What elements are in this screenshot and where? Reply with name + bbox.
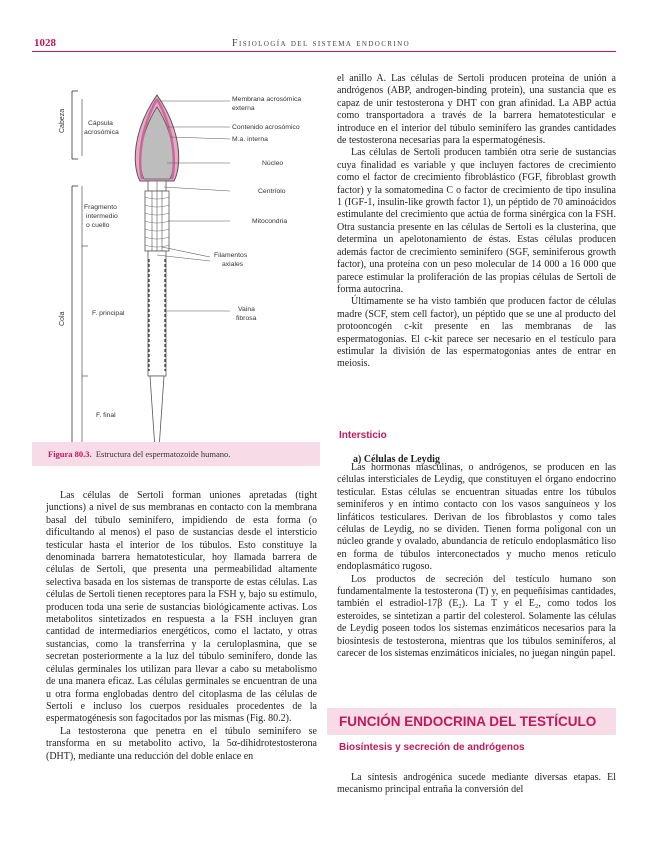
label-f-final: F. final xyxy=(96,412,116,419)
caption-text: Estructura del espermatozoide humano. xyxy=(95,449,231,459)
left-column xyxy=(46,490,317,763)
right-column-bottom xyxy=(337,772,616,797)
label-vaina: Vaina fibrosa xyxy=(236,306,257,322)
end-piece xyxy=(150,376,164,449)
figure-caption xyxy=(32,442,320,466)
paragraph: Las hormonas masculinas, o andrógenos, se producen en las células intersticiales de Leydig, que constituyen el órgano endocrino testicular. Estas células se encuentran situadas entre los túbulos seminíferos y en íntimo contacto con los vasos sanguíneos y los linfáticos testiculares. Derivan de los fibroblastos y como tales células de Leydig, no se dividen. Tienen forma poligonal con un núcleo grande y ovalado, abundancia de retículo endoplasmático liso en forma de túbulos interconectados y mucho menos retículo endoplasmático rugoso. xyxy=(337,462,616,573)
label-contenido: Contenido acrosómico xyxy=(232,124,300,131)
principal-piece xyxy=(148,251,166,376)
paragraph: el anillo A. Las células de Sertoli producen proteína de unión a andrógenos (ABP, androgen-binding protein), una sustancia que es capaz de unir testosterona y DHT con gran afinidad. La ABP actúa como transportadora a través de la barrera hematotesticular e introduce en el interior del túbulo seminífero las grandes cantidades de testosterona necesarias para la espermatogénesis. xyxy=(337,73,616,147)
label-capsula: Cápsula acrosómica xyxy=(84,120,119,136)
sperm-structure-figure xyxy=(32,58,320,468)
paragraph: Las células de Sertoli forman uniones apretadas (tight junctions) a nivel de sus membranas en contacto con la membrana basal del túbulo seminífero, impidiendo de esta forma (o dificultando al menos) el paso de sustancias desde el intersticio testicular hasta el interior de los túbulos. Esto constituye la denominada barrera hematotesticular, hoy llamada barrera de células de Sertoli, que presenta una permeabilidad altamente selectiva basada en los sistemas de transporte de estas células. Las células de Sertoli tienen receptores para la FSH y, bajo su estímulo, producen toda una serie de sustancias biológicamente activas. Los metabolitos sintetizados en respuesta a la FSH incluyen gran cantidad de intermediarios energéticos, como el lactato, y otras sustancias, como la transferrina y la ceruloplasmina, que se secretan posteriormente a la luz del túbulo seminífero, donde las células germinales los utilizan para llevar a cabo su metabolismo de una manera eficaz. Las células germinales se encuentran de una u otra forma englobadas dentro del citoplasma de las células de Sertoli e incluso los cuerpos residuales procedentes de la espermatogénesis son fagocitados por las mismas (Fig. 80.2). xyxy=(46,490,317,725)
right-column-top xyxy=(337,73,616,371)
label-mitocondria: Mitocondria xyxy=(252,218,288,225)
label-filamentos: Filamentos axiales xyxy=(214,252,248,268)
label-cola: Cola xyxy=(59,311,66,326)
running-title: Fisiología del sistema endocrino xyxy=(232,38,411,49)
label-ma-interna: M.a. interna xyxy=(232,136,268,143)
subheading-leydig: a) Células de Leydig xyxy=(353,454,440,465)
page-number: 1028 xyxy=(34,37,56,49)
label-centriolo: Centríolo xyxy=(258,188,286,195)
label-membrana-externa: Membrana acrosómica externa xyxy=(232,96,302,112)
paragraph: Últimamente se ha visto también que producen factor de células madre (SCF, stem cell factor), un péptido que se une al producto del protooncogén c-kit presente en las membranas de las espermatogonias. El c-kit parece ser necesario en el testículo para estimular la división de las espermatogonias antes de entrar en meiosis. xyxy=(337,296,616,370)
right-column-leydig xyxy=(337,462,616,661)
caption-label: Figura 80.3. xyxy=(48,449,92,459)
paragraph: La síntesis androgénica sucede mediante diversas etapas. El mecanismo principal entraña la conversión del xyxy=(337,772,616,796)
major-heading: FUNCIÓN ENDOCRINA DEL TESTÍCULO xyxy=(339,714,597,729)
paragraph: Las células de Sertoli producen también otra serie de sustancias cuya finalidad es variable y que incluyen factores de crecimiento como el factor de crecimiento fibroblástico (FGF, fibroblast growth factor) y la somatomedina C o factor de crecimiento de tipo insulina 1 (IGF-1, insulin-like growth factor 1), un péptido de 70 aminoácidos estimulante del crecimiento que actúa de forma sinérgica con la FSH. Otra sustancia presente en las células de Sertoli es la clusterina, que determina un apelotonamiento de éstas. Estas células producen además factor de crecimiento seminífero (SGF, seminiferous growth factor), una proteína con un peso molecular de 14 000 a 16 000 que parece estimular la proliferación de las propias células de Sertoli de forma autocrina. xyxy=(337,147,616,295)
label-fragmento: Fragmento intermedio o cuello xyxy=(84,204,118,229)
label-f-principal: F. principal xyxy=(92,310,125,317)
paragraph: La testosterona que penetra en el túbulo seminífero se transforma en su metabolito activo, la 5α-dihidrotestosterona (DHT), mediante una reducción del doble enlace en xyxy=(46,725,317,762)
label-cabeza: Cabeza xyxy=(59,108,66,133)
label-nucleo: Núcleo xyxy=(262,160,284,167)
paragraph: Los productos de secreción del testículo humano son fundamentalmente la testosterona (T) y, en pequeñísimas cantidades, también el estradiol-17β (E₂). La T y el E₂, como todos los esteroides, se sintetizan a partir del colesterol. Solamente las células de Leydig poseen todos los sistemas enzimáticos necesarios para la biosíntesis de testosterona, mientras que los túbulos seminíferos, al carecer de los sistemas enzimáticos iniciales, no juegan ningún papel. xyxy=(337,573,616,660)
header-rule xyxy=(32,51,616,52)
section-heading-intersticio: Intersticio xyxy=(339,430,387,441)
minor-heading: Biosíntesis y secreción de andrógenos xyxy=(339,742,525,753)
